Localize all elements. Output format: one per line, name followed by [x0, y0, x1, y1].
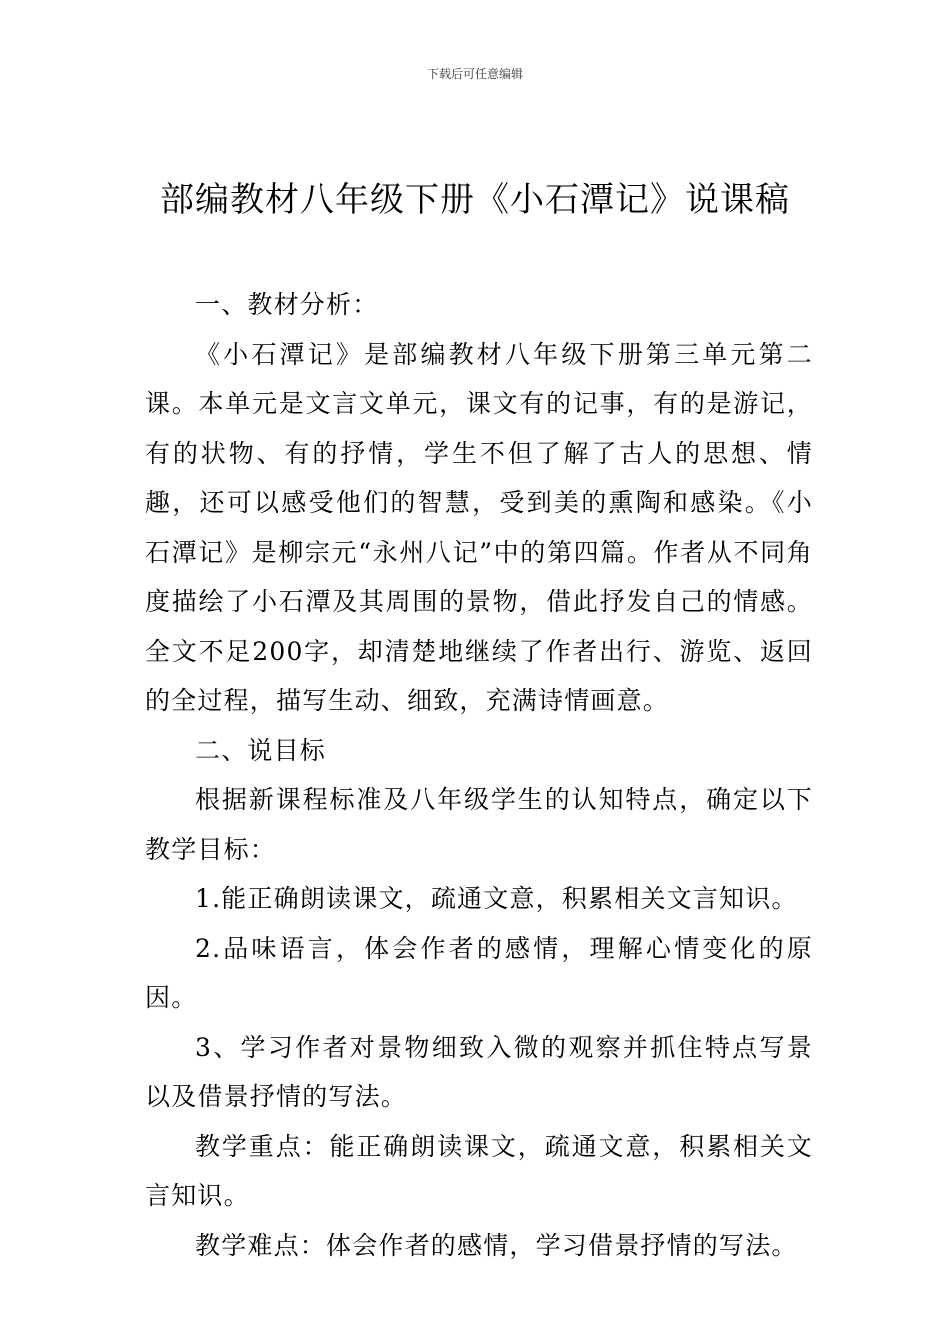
goal-item-3: 3、学习作者对景物细致入微的观察并抓住特点写景以及借景抒情的写法。	[145, 1032, 813, 1111]
paragraph-goals-intro: 根据新课程标准及八年级学生的认知特点，确定以下教学目标：	[145, 785, 813, 864]
header-note: 下载后可任意编辑	[426, 67, 523, 81]
section-heading-analysis: 一、教材分析：	[195, 290, 379, 319]
document-body	[145, 280, 813, 1270]
goal-item-1: 1.能正确朗读课文，疏通文意，积累相关文言知识。	[195, 884, 798, 913]
document-title: 部编教材八年级下册《小石潭记》说课稿	[160, 180, 790, 220]
teaching-key-point: 教学重点：能正确朗读课文，疏通文意，积累相关文言知识。	[145, 1131, 813, 1210]
paragraph-analysis: 《小石潭记》是部编教材八年级下册第三单元第二课。本单元是文言文单元，课文有的记事，有的是游记，有的状物、有的抒情，学生不但了解了古人的思想、情趣，还可以感受他们的智慧，受到美的熏陶和感染。《小石潭记》是柳宗元“永州八记”中的第四篇。作者从不同角度描绘了小石潭及其周围的景物，借此抒发自己的情感。全文不足200字，却清楚地继续了作者出行、游览、返回的全过程，描写生动、细致，充满诗情画意。	[145, 339, 813, 715]
teaching-difficult-point: 教学难点：体会作者的感情，学习借景抒情的写法。	[195, 1230, 798, 1260]
section-heading-goals: 二、说目标	[195, 735, 327, 765]
goal-item-2: 2.品味语言，体会作者的感情，理解心情变化的原因。	[145, 933, 813, 1012]
